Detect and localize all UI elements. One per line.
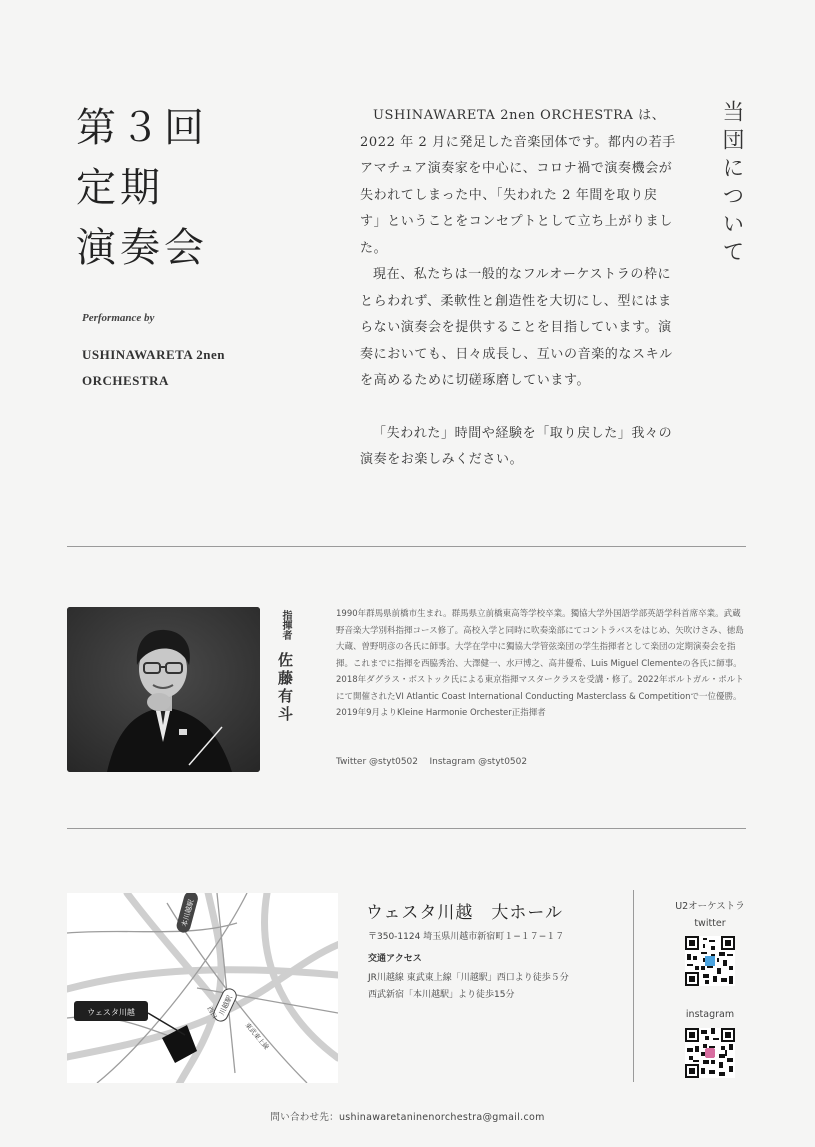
access-line-1: JR川越線 東武東上線「川越駅」西口より徒歩５分: [368, 973, 569, 983]
map-venue-label: ウェスタ川越: [87, 1008, 135, 1017]
venue-name: ウェスタ川越 大ホール: [366, 903, 563, 923]
about-heading: 当団について: [719, 100, 744, 268]
map-west-exit: 西口: [205, 1005, 219, 1021]
map-station-hon-kawagoe: 本川越駅: [180, 898, 196, 928]
contact-email[interactable]: ushinawaretaninenorchestra@gmail.com: [338, 1112, 545, 1123]
about-paragraph-3: 「失われた」時間や経験を「取り戻した」我々の演奏をお楽しみください。: [360, 425, 673, 467]
divider-bottom: [67, 828, 746, 829]
concert-title: [76, 98, 208, 278]
performance-by-label: Performance by: [82, 312, 155, 324]
conductor-social: [336, 757, 527, 767]
twitter-label: twitter: [694, 918, 726, 929]
conductor-photo: [67, 607, 260, 772]
map-station-kawagoe: 川越駅: [217, 994, 234, 1017]
contact-label: 問い合わせ先：: [270, 1112, 339, 1123]
conductor-name: 佐藤有斗: [276, 652, 294, 724]
about-paragraph-1: USHINAWARETA 2nen ORCHESTRA は、2022 年 2 月に発足した音楽団体です。都内の若手アマチュア演奏家を中心に、コロナ禍で演奏機会が失われてしまった中、「失われた 2 年間を取り戻す」ということをコンセプトとして立ち上がりました。: [360, 108, 676, 256]
about-text: [360, 103, 678, 474]
conductor-bio: 1990年群馬県前橋市生まれ。群馬県立前橋東高等学校卒業。獨協大学外国語学部英語学科首席卒業。武蔵野音楽大学別科指揮コース修了。高校入学と同時に吹奏楽部にてコントラバスをはじめ、矢吹けさみ、徳島大蔵、曽野明彦の各氏に師事。大学在学中に獨協大学管弦楽団の学生指揮者として楽団の定期演奏会を指揮。これまでに指揮を西脇秀治、大澤健一、水戸博之、高井優希、Luis Miguel Clementeの各氏に師事。2018年ダグラス・ボストック氏による東京指揮マスタークラスを受講・修了。2022年ポルトガル・ポルトにて開催されたVI Atlantic Coast International Conducting Masterclass & Competitionで一位優勝。2019年9月よりKleine Harmonie Orchester正指揮者: [336, 609, 744, 718]
contact-info: [0, 1109, 815, 1123]
title-line-2: 定期: [76, 165, 164, 211]
twitter-qr-code[interactable]: [685, 936, 735, 990]
venue-address: 〒350-1124 埼玉県川越市新宿町１−１７−１７: [368, 932, 565, 942]
divider-top: [67, 546, 746, 547]
access-line-2: 西武新宿「本川越駅」より徒歩15分: [368, 990, 515, 1000]
conductor-role: 指揮者: [280, 610, 291, 640]
sns-org-label: U2オーケストラ: [675, 901, 745, 912]
access-heading: 交通アクセス: [368, 954, 422, 964]
instagram-label: instagram: [685, 1009, 735, 1020]
performer-name: [82, 342, 225, 394]
access-info: [368, 970, 569, 1004]
title-line-3: 演奏会: [76, 225, 208, 271]
conductor-twitter: Twitter @styt0502: [336, 757, 419, 767]
divider-vertical: [633, 890, 634, 1082]
venue-map: [67, 893, 338, 1083]
performer-line-2: ORCHESTRA: [82, 373, 169, 388]
instagram-qr-code[interactable]: [685, 1028, 735, 1082]
about-paragraph-2: 現在、私たちは一般的なフルオーケストラの枠にとらわれず、柔軟性と創造性を大切にし、型にはまらない演奏会を提供することを目指しています。演奏においても、日々成長し、互いの音楽的なスキルを高めるために切磋琢磨しています。: [360, 267, 673, 388]
map-line-label: 東武東上線: [243, 1021, 271, 1052]
conductor-instagram: Instagram @styt0502: [429, 757, 528, 767]
title-line-1: 第３回: [76, 105, 208, 151]
performer-line-1: USHINAWARETA 2nen: [82, 347, 225, 362]
